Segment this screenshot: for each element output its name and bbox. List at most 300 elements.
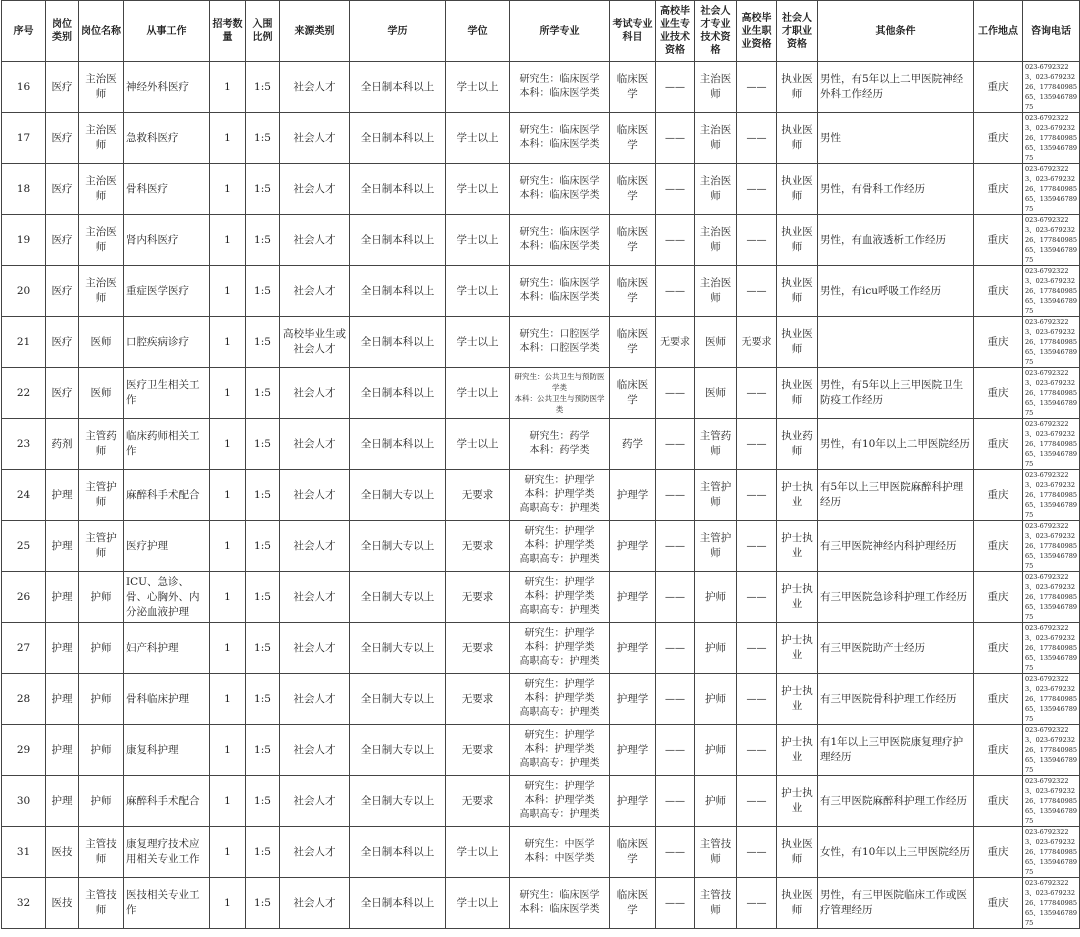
cell-category: 护理 — [46, 572, 79, 623]
cell-grad-job-qual: —— — [737, 521, 777, 572]
cell-grad-prof-qual: 无要求 — [656, 317, 695, 368]
cell-grad-prof-qual: —— — [656, 470, 695, 521]
major-line: 本科：护理学类 — [524, 693, 595, 704]
cell-location: 重庆 — [974, 164, 1023, 215]
major-line: 研究生：护理学 — [524, 679, 595, 690]
cell-major — [510, 164, 610, 215]
cell-social-job-qual: 执业药师 — [777, 419, 818, 470]
cell-location: 重庆 — [974, 827, 1023, 878]
header-education: 学历 — [350, 1, 446, 62]
cell-ratio: 1:5 — [246, 164, 280, 215]
cell-seq: 17 — [2, 113, 46, 164]
cell-degree: 无要求 — [446, 470, 510, 521]
cell-other: 男性，有血液透析工作经历 — [818, 215, 974, 266]
cell-major — [510, 878, 610, 929]
major-line: 本科：护理学类 — [524, 540, 595, 551]
cell-source: 社会人才 — [280, 776, 350, 827]
cell-other: 有1年以上三甲医院康复理疗护理经历 — [818, 725, 974, 776]
major-line: 研究生：临床医学 — [519, 278, 600, 289]
cell-quota: 1 — [210, 113, 246, 164]
table-row — [2, 623, 1080, 674]
header-quota: 招考数量 — [210, 1, 246, 62]
cell-education: 全日制本科以上 — [350, 62, 446, 113]
cell-grad-job-qual: —— — [737, 266, 777, 317]
cell-work: 临床药师相关工作 — [124, 419, 210, 470]
cell-social-job-qual: 护士执业 — [777, 521, 818, 572]
cell-social-job-qual: 护士执业 — [777, 725, 818, 776]
cell-education: 全日制大专以上 — [350, 521, 446, 572]
cell-location: 重庆 — [974, 317, 1023, 368]
cell-location: 重庆 — [974, 725, 1023, 776]
cell-social-job-qual: 护士执业 — [777, 572, 818, 623]
cell-category: 医疗 — [46, 164, 79, 215]
cell-other — [818, 317, 974, 368]
major-line: 本科：临床医学类 — [519, 241, 600, 252]
major-line: 高职高专：护理类 — [519, 605, 600, 616]
cell-social-job-qual: 执业医师 — [777, 266, 818, 317]
cell-exam-subject: 护理学 — [610, 725, 656, 776]
cell-degree: 学士以上 — [446, 164, 510, 215]
cell-exam-subject: 临床医学 — [610, 827, 656, 878]
cell-phone: 023-67923223、023-67923226、17784098565、13594678975 — [1023, 725, 1080, 776]
cell-social-prof-qual: 护师 — [695, 776, 737, 827]
cell-social-prof-qual: 主治医师 — [695, 62, 737, 113]
cell-seq: 25 — [2, 521, 46, 572]
cell-degree: 学士以上 — [446, 62, 510, 113]
cell-phone: 023-67923223、023-67923226、17784098565、13594678975 — [1023, 113, 1080, 164]
cell-location: 重庆 — [974, 878, 1023, 929]
cell-location: 重庆 — [974, 470, 1023, 521]
cell-major — [510, 470, 610, 521]
cell-work: 重症医学医疗 — [124, 266, 210, 317]
cell-ratio: 1:5 — [246, 317, 280, 368]
cell-grad-prof-qual: —— — [656, 368, 695, 419]
table-row — [2, 266, 1080, 317]
cell-category: 护理 — [46, 776, 79, 827]
cell-category: 医技 — [46, 827, 79, 878]
cell-social-job-qual: 护士执业 — [777, 470, 818, 521]
header-social-prof-qual: 社会人才专业技术资格 — [695, 1, 737, 62]
cell-source: 社会人才 — [280, 368, 350, 419]
cell-phone: 023-67923223、023-67923226、17784098565、13594678975 — [1023, 215, 1080, 266]
cell-social-prof-qual: 护师 — [695, 623, 737, 674]
cell-ratio: 1:5 — [246, 725, 280, 776]
cell-social-job-qual: 执业医师 — [777, 62, 818, 113]
cell-phone: 023-67923223、023-67923226、17784098565、13594678975 — [1023, 776, 1080, 827]
cell-quota: 1 — [210, 623, 246, 674]
cell-ratio: 1:5 — [246, 368, 280, 419]
cell-social-job-qual: 执业医师 — [777, 317, 818, 368]
cell-major — [510, 266, 610, 317]
cell-education: 全日制大专以上 — [350, 623, 446, 674]
cell-post-name: 主治医师 — [79, 164, 124, 215]
cell-grad-prof-qual: —— — [656, 827, 695, 878]
cell-source: 社会人才 — [280, 164, 350, 215]
cell-phone: 023-67923223、023-67923226、17784098565、13594678975 — [1023, 470, 1080, 521]
cell-social-prof-qual: 主管技师 — [695, 878, 737, 929]
cell-source: 社会人才 — [280, 419, 350, 470]
cell-phone: 023-67923223、023-67923226、17784098565、13594678975 — [1023, 317, 1080, 368]
cell-location: 重庆 — [974, 113, 1023, 164]
cell-phone: 023-67923223、023-67923226、17784098565、13594678975 — [1023, 827, 1080, 878]
cell-category: 护理 — [46, 674, 79, 725]
header-social-job-qual: 社会人才职业资格 — [777, 1, 818, 62]
cell-quota: 1 — [210, 827, 246, 878]
cell-ratio: 1:5 — [246, 776, 280, 827]
table-row — [2, 215, 1080, 266]
major-line: 研究生：临床医学 — [519, 125, 600, 136]
cell-phone: 023-67923223、023-67923226、17784098565、13594678975 — [1023, 164, 1080, 215]
cell-work: 麻醉科手术配合 — [124, 776, 210, 827]
cell-work: 骨科临床护理 — [124, 674, 210, 725]
cell-degree: 学士以上 — [446, 113, 510, 164]
cell-social-job-qual: 护士执业 — [777, 776, 818, 827]
table-row — [2, 725, 1080, 776]
cell-work: 麻醉科手术配合 — [124, 470, 210, 521]
cell-grad-job-qual: —— — [737, 878, 777, 929]
cell-quota: 1 — [210, 266, 246, 317]
cell-social-prof-qual: 医师 — [695, 368, 737, 419]
cell-location: 重庆 — [974, 572, 1023, 623]
cell-seq: 24 — [2, 470, 46, 521]
cell-grad-job-qual: —— — [737, 827, 777, 878]
cell-work: 医技相关专业工作 — [124, 878, 210, 929]
cell-grad-job-qual: —— — [737, 368, 777, 419]
cell-major — [510, 623, 610, 674]
cell-major — [510, 521, 610, 572]
cell-major — [510, 776, 610, 827]
cell-social-job-qual: 护士执业 — [777, 623, 818, 674]
cell-ratio: 1:5 — [246, 623, 280, 674]
major-line: 高职高专：护理类 — [519, 809, 600, 820]
cell-exam-subject: 临床医学 — [610, 266, 656, 317]
cell-quota: 1 — [210, 368, 246, 419]
header-post-name: 岗位名称 — [79, 1, 124, 62]
cell-social-prof-qual: 主治医师 — [695, 215, 737, 266]
major-line: 本科：中医学类 — [524, 853, 595, 864]
cell-grad-job-qual: —— — [737, 419, 777, 470]
cell-source: 社会人才 — [280, 572, 350, 623]
cell-category: 护理 — [46, 725, 79, 776]
major-line: 本科：药学类 — [529, 445, 590, 456]
major-line: 本科：护理学类 — [524, 795, 595, 806]
cell-quota: 1 — [210, 419, 246, 470]
cell-quota: 1 — [210, 62, 246, 113]
cell-source: 社会人才 — [280, 674, 350, 725]
cell-post-name: 主治医师 — [79, 215, 124, 266]
cell-social-job-qual: 护士执业 — [777, 674, 818, 725]
cell-social-prof-qual: 主管技师 — [695, 827, 737, 878]
cell-education: 全日制本科以上 — [350, 164, 446, 215]
cell-social-prof-qual: 护师 — [695, 674, 737, 725]
table-row — [2, 317, 1080, 368]
cell-post-name: 主管护师 — [79, 521, 124, 572]
cell-grad-prof-qual: —— — [656, 215, 695, 266]
header-work: 从事工作 — [124, 1, 210, 62]
cell-source: 社会人才 — [280, 521, 350, 572]
cell-work: 神经外科医疗 — [124, 62, 210, 113]
cell-grad-job-qual: —— — [737, 674, 777, 725]
table-row — [2, 164, 1080, 215]
cell-source: 社会人才 — [280, 470, 350, 521]
cell-other: 男性，有骨科工作经历 — [818, 164, 974, 215]
cell-grad-prof-qual: —— — [656, 776, 695, 827]
cell-grad-job-qual: —— — [737, 470, 777, 521]
cell-quota: 1 — [210, 521, 246, 572]
cell-category: 护理 — [46, 623, 79, 674]
cell-degree: 无要求 — [446, 776, 510, 827]
cell-seq: 18 — [2, 164, 46, 215]
cell-category: 药剂 — [46, 419, 79, 470]
cell-seq: 28 — [2, 674, 46, 725]
header-location: 工作地点 — [974, 1, 1023, 62]
cell-phone: 023-67923223、023-67923226、17784098565、13594678975 — [1023, 62, 1080, 113]
header-seq: 序号 — [2, 1, 46, 62]
cell-grad-job-qual: 无要求 — [737, 317, 777, 368]
cell-source: 社会人才 — [280, 266, 350, 317]
cell-ratio: 1:5 — [246, 215, 280, 266]
cell-grad-prof-qual: —— — [656, 266, 695, 317]
cell-ratio: 1:5 — [246, 674, 280, 725]
cell-exam-subject: 护理学 — [610, 521, 656, 572]
major-line: 本科：口腔医学类 — [519, 343, 600, 354]
major-line: 研究生：临床医学 — [519, 227, 600, 238]
cell-work: 骨科医疗 — [124, 164, 210, 215]
cell-exam-subject: 护理学 — [610, 674, 656, 725]
cell-work: 急救科医疗 — [124, 113, 210, 164]
table-row — [2, 572, 1080, 623]
cell-source: 社会人才 — [280, 878, 350, 929]
major-line: 本科：临床医学类 — [519, 904, 600, 915]
cell-degree: 无要求 — [446, 725, 510, 776]
major-line: 高职高专：护理类 — [519, 554, 600, 565]
cell-exam-subject: 临床医学 — [610, 113, 656, 164]
header-row — [2, 1, 1080, 62]
cell-exam-subject: 护理学 — [610, 470, 656, 521]
cell-ratio: 1:5 — [246, 521, 280, 572]
cell-other: 男性，有三甲医院临床工作或医疗管理经历 — [818, 878, 974, 929]
cell-phone: 023-67923223、023-67923226、17784098565、13594678975 — [1023, 368, 1080, 419]
cell-post-name: 主管药师 — [79, 419, 124, 470]
header-major: 所学专业 — [510, 1, 610, 62]
cell-social-job-qual: 执业医师 — [777, 215, 818, 266]
cell-exam-subject: 药学 — [610, 419, 656, 470]
cell-work: ICU、急诊、骨、心胸外、内分泌血液护理 — [124, 572, 210, 623]
cell-work: 康复理疗技术应用相关专业工作 — [124, 827, 210, 878]
cell-social-prof-qual: 主管护师 — [695, 470, 737, 521]
cell-source: 社会人才 — [280, 62, 350, 113]
cell-major — [510, 317, 610, 368]
cell-education: 全日制本科以上 — [350, 419, 446, 470]
cell-seq: 20 — [2, 266, 46, 317]
cell-location: 重庆 — [974, 674, 1023, 725]
cell-education: 全日制本科以上 — [350, 317, 446, 368]
cell-ratio: 1:5 — [246, 572, 280, 623]
cell-quota: 1 — [210, 725, 246, 776]
cell-work: 肾内科医疗 — [124, 215, 210, 266]
cell-grad-prof-qual: —— — [656, 623, 695, 674]
cell-seq: 30 — [2, 776, 46, 827]
header-exam-subject: 考试专业科目 — [610, 1, 656, 62]
cell-other: 有三甲医院神经内科护理经历 — [818, 521, 974, 572]
major-line: 本科：公共卫生与预防医学类 — [514, 394, 605, 414]
cell-other: 有三甲医院麻醉科护理工作经历 — [818, 776, 974, 827]
cell-post-name: 主治医师 — [79, 62, 124, 113]
cell-work: 医疗护理 — [124, 521, 210, 572]
cell-location: 重庆 — [974, 368, 1023, 419]
cell-degree: 无要求 — [446, 572, 510, 623]
cell-phone: 023-67923223、023-67923226、17784098565、13594678975 — [1023, 878, 1080, 929]
cell-exam-subject: 护理学 — [610, 776, 656, 827]
cell-education: 全日制本科以上 — [350, 368, 446, 419]
major-line: 本科：临床医学类 — [519, 139, 600, 150]
cell-education: 全日制本科以上 — [350, 113, 446, 164]
cell-education: 全日制大专以上 — [350, 776, 446, 827]
cell-grad-prof-qual: —— — [656, 674, 695, 725]
cell-degree: 学士以上 — [446, 419, 510, 470]
cell-social-prof-qual: 主治医师 — [695, 164, 737, 215]
cell-education: 全日制本科以上 — [350, 827, 446, 878]
cell-exam-subject: 护理学 — [610, 572, 656, 623]
cell-social-job-qual: 执业医师 — [777, 878, 818, 929]
cell-other: 男性，有5年以上二甲医院神经外科工作经历 — [818, 62, 974, 113]
table-row — [2, 878, 1080, 929]
cell-social-prof-qual: 主治医师 — [695, 266, 737, 317]
cell-category: 护理 — [46, 521, 79, 572]
cell-post-name: 护师 — [79, 572, 124, 623]
cell-other: 有三甲医院助产士经历 — [818, 623, 974, 674]
cell-seq: 22 — [2, 368, 46, 419]
cell-post-name: 主治医师 — [79, 266, 124, 317]
cell-education: 全日制本科以上 — [350, 266, 446, 317]
cell-source: 高校毕业生或社会人才 — [280, 317, 350, 368]
cell-quota: 1 — [210, 470, 246, 521]
cell-source: 社会人才 — [280, 827, 350, 878]
major-line: 研究生：护理学 — [524, 730, 595, 741]
cell-seq: 32 — [2, 878, 46, 929]
cell-education: 全日制大专以上 — [350, 572, 446, 623]
cell-degree: 学士以上 — [446, 368, 510, 419]
cell-quota: 1 — [210, 164, 246, 215]
cell-category: 医技 — [46, 878, 79, 929]
header-grad-job-qual: 高校毕业生职业资格 — [737, 1, 777, 62]
header-degree: 学位 — [446, 1, 510, 62]
table-row — [2, 470, 1080, 521]
cell-category: 医疗 — [46, 215, 79, 266]
cell-quota: 1 — [210, 317, 246, 368]
cell-education: 全日制本科以上 — [350, 215, 446, 266]
cell-major — [510, 419, 610, 470]
cell-degree: 无要求 — [446, 623, 510, 674]
cell-degree: 学士以上 — [446, 827, 510, 878]
cell-grad-job-qual: —— — [737, 623, 777, 674]
cell-location: 重庆 — [974, 776, 1023, 827]
cell-exam-subject: 临床医学 — [610, 317, 656, 368]
cell-grad-prof-qual: —— — [656, 878, 695, 929]
cell-other: 男性，有icu呼吸工作经历 — [818, 266, 974, 317]
cell-major — [510, 368, 610, 419]
cell-post-name: 主管技师 — [79, 878, 124, 929]
cell-exam-subject: 护理学 — [610, 623, 656, 674]
major-line: 研究生：临床医学 — [519, 890, 600, 901]
cell-ratio: 1:5 — [246, 470, 280, 521]
major-line: 研究生：护理学 — [524, 628, 595, 639]
cell-grad-job-qual: —— — [737, 776, 777, 827]
cell-major — [510, 215, 610, 266]
recruitment-table — [1, 0, 1080, 929]
cell-social-prof-qual: 主治医师 — [695, 113, 737, 164]
table-row — [2, 62, 1080, 113]
cell-category: 医疗 — [46, 113, 79, 164]
cell-degree: 无要求 — [446, 674, 510, 725]
cell-quota: 1 — [210, 776, 246, 827]
cell-seq: 29 — [2, 725, 46, 776]
cell-work: 口腔疾病诊疗 — [124, 317, 210, 368]
cell-phone: 023-67923223、023-67923226、17784098565、13594678975 — [1023, 674, 1080, 725]
cell-ratio: 1:5 — [246, 878, 280, 929]
cell-seq: 16 — [2, 62, 46, 113]
cell-work: 妇产科护理 — [124, 623, 210, 674]
major-line: 研究生：公共卫生与预防医学类 — [514, 372, 605, 392]
cell-education: 全日制大专以上 — [350, 725, 446, 776]
table-row — [2, 419, 1080, 470]
cell-post-name: 护师 — [79, 674, 124, 725]
cell-degree: 学士以上 — [446, 266, 510, 317]
cell-social-prof-qual: 护师 — [695, 572, 737, 623]
major-line: 研究生：护理学 — [524, 475, 595, 486]
cell-post-name: 主管技师 — [79, 827, 124, 878]
cell-other: 有三甲医院骨科护理工作经历 — [818, 674, 974, 725]
cell-social-job-qual: 执业医师 — [777, 113, 818, 164]
cell-grad-job-qual: —— — [737, 62, 777, 113]
cell-other: 有三甲医院急诊科护理工作经历 — [818, 572, 974, 623]
cell-seq: 21 — [2, 317, 46, 368]
cell-category: 医疗 — [46, 317, 79, 368]
cell-grad-prof-qual: —— — [656, 419, 695, 470]
cell-education: 全日制大专以上 — [350, 470, 446, 521]
cell-grad-job-qual: —— — [737, 215, 777, 266]
cell-work: 医疗卫生相关工作 — [124, 368, 210, 419]
cell-grad-job-qual: —— — [737, 725, 777, 776]
cell-major — [510, 572, 610, 623]
cell-grad-prof-qual: —— — [656, 62, 695, 113]
cell-exam-subject: 临床医学 — [610, 368, 656, 419]
cell-quota: 1 — [210, 878, 246, 929]
major-line: 研究生：临床医学 — [519, 74, 600, 85]
cell-exam-subject: 临床医学 — [610, 215, 656, 266]
cell-education: 全日制本科以上 — [350, 878, 446, 929]
cell-location: 重庆 — [974, 419, 1023, 470]
cell-seq: 26 — [2, 572, 46, 623]
cell-ratio: 1:5 — [246, 62, 280, 113]
cell-category: 医疗 — [46, 266, 79, 317]
major-line: 本科：临床医学类 — [519, 292, 600, 303]
cell-category: 医疗 — [46, 62, 79, 113]
cell-grad-prof-qual: —— — [656, 572, 695, 623]
table-row — [2, 521, 1080, 572]
header-source: 来源类别 — [280, 1, 350, 62]
cell-phone: 023-67923223、023-67923226、17784098565、13594678975 — [1023, 266, 1080, 317]
table-row — [2, 368, 1080, 419]
cell-other: 有5年以上三甲医院麻醉科护理经历 — [818, 470, 974, 521]
major-line: 高职高专：护理类 — [519, 656, 600, 667]
cell-major — [510, 674, 610, 725]
cell-post-name: 护师 — [79, 725, 124, 776]
table-row — [2, 827, 1080, 878]
cell-social-prof-qual: 主管护师 — [695, 521, 737, 572]
cell-grad-job-qual: —— — [737, 164, 777, 215]
cell-grad-job-qual: —— — [737, 113, 777, 164]
